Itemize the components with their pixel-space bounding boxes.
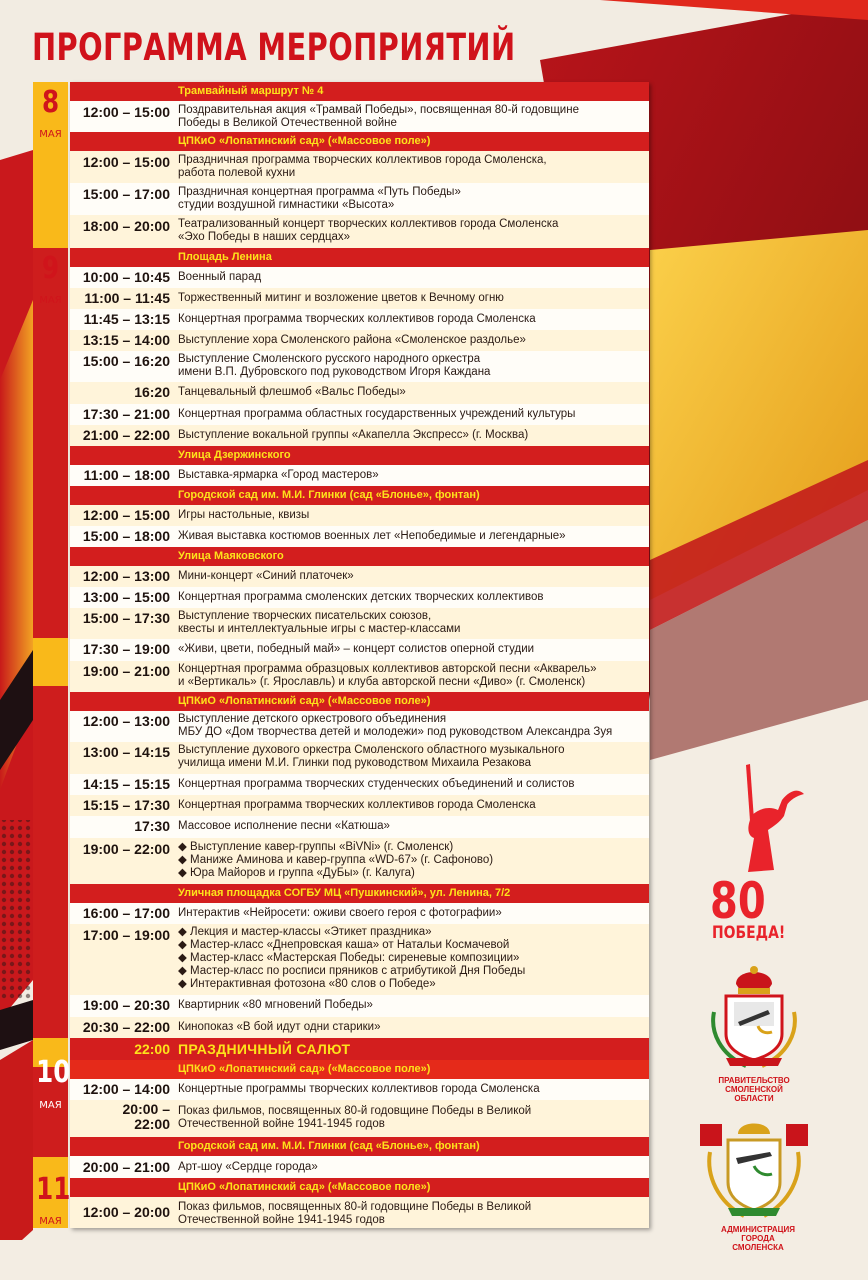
event-line: Концертная программа творческих коллективов города Смоленска: [178, 313, 536, 325]
event-time: 12:00 – 15:00: [82, 507, 170, 523]
event-row: [70, 995, 649, 1017]
fireworks-label: ПРАЗДНИЧНЫЙ САЛЮТ: [178, 1041, 351, 1057]
event-text: [178, 1105, 646, 1131]
emblem-line: ОБЛАСТИ: [734, 1094, 774, 1103]
event-row: [70, 101, 649, 132]
venue-header: Улица Маяковского: [70, 547, 649, 566]
event-row: [70, 526, 649, 547]
event-line: Концертная программа творческих студенческих объединений и солистов: [178, 778, 575, 790]
event-row: [70, 330, 649, 351]
event-time: 16:20: [134, 384, 170, 400]
event-time: 15:00 – 17:00: [82, 186, 170, 202]
date-day: 9: [41, 251, 60, 286]
event-row: [70, 151, 649, 183]
event-text: [178, 429, 646, 442]
event-line: Военный парад: [178, 271, 262, 283]
event-row: [70, 183, 649, 215]
event-text: [178, 271, 646, 284]
event-line: Показ фильмов, посвященных 80-й годовщине Победы в Великой: [178, 1201, 532, 1213]
emblem-line: ПРАВИТЕЛЬСТВО: [718, 1076, 790, 1085]
event-line: Мини-концерт «Синий платочек»: [178, 570, 354, 582]
event-time: 20:00 – 21:00: [82, 1159, 170, 1175]
logo-pobeda: ПОБЕДА!: [712, 923, 786, 943]
event-time: 11:00 – 18:00: [83, 467, 170, 483]
event-time: 11:00 – 11:45: [84, 290, 170, 306]
event-line: училища имени М.И. Глинки под руководством Михаила Резакова: [178, 757, 532, 769]
event-line: Концертная программа образцовых коллективов авторской песни «Акварель»: [178, 663, 597, 675]
event-line: Праздничная концертная программа «Путь Победы»: [178, 186, 461, 198]
event-time: 12:00 – 14:00: [82, 1081, 170, 1097]
event-row: [70, 924, 649, 995]
event-text: [178, 1161, 646, 1174]
event-time: 13:00 – 14:15: [82, 744, 170, 760]
event-row: [70, 838, 649, 884]
event-row: [70, 351, 649, 382]
event-time: 18:00 – 20:00: [82, 218, 170, 234]
event-line: Выступление хора Смоленского района «Смоленское раздолье»: [178, 334, 526, 346]
event-text: [178, 408, 646, 421]
event-line: ◆ Мастер-класс «Мастерская Победы: сиреневые композиции»: [178, 952, 520, 964]
event-line: Живая выставка костюмов военных лет «Непобедимые и легендарные»: [178, 530, 566, 542]
event-line: ◆ Юра Майоров и группа «ДуБы» (г. Калуга): [178, 867, 415, 879]
event-time: 17:30: [134, 818, 170, 834]
region-government-label: [694, 1076, 814, 1103]
event-row: [70, 742, 649, 774]
event-text: [178, 926, 646, 991]
event-text: [178, 1201, 646, 1227]
date-band: [33, 686, 68, 1038]
event-line: Победы в Великой Отечественной войне: [178, 117, 397, 129]
logo-80: 80: [710, 872, 766, 930]
event-time: 12:00 – 20:00: [82, 1204, 170, 1220]
event-text: [178, 643, 646, 656]
fireworks-time: 22:00: [134, 1041, 170, 1057]
event-line: ◆ Интерактивная фотозона «80 слов о Победе»: [178, 978, 436, 990]
event-text: [178, 570, 646, 583]
event-text: [178, 799, 646, 812]
event-line: Выступление творческих писательских союзов,: [178, 610, 432, 622]
smolensk-city-coat-of-arms-icon: [698, 1118, 810, 1224]
event-row: [70, 711, 649, 742]
event-text: [178, 591, 646, 604]
event-text: [178, 907, 646, 920]
event-text: [178, 1083, 646, 1096]
venue-header: Уличная площадка СОГБУ МЦ «Пушкинский», ул. Ленина, 7/2: [70, 884, 649, 903]
emblem-line: СМОЛЕНСКОЙ: [725, 1085, 783, 1094]
event-row: [70, 795, 649, 816]
event-time: 12:00 – 13:00: [82, 713, 170, 729]
event-row: [70, 1100, 649, 1137]
event-text: [178, 713, 646, 739]
event-line: Показ фильмов, посвященных 80-й годовщине Победы в Великой: [178, 1105, 532, 1117]
event-row: [70, 288, 649, 309]
date-band: [33, 248, 68, 638]
event-row: [70, 404, 649, 425]
event-time: 17:00 – 19:00: [82, 927, 170, 943]
event-time: 13:00 – 15:00: [82, 589, 170, 605]
venue-header: Площадь Ленина: [70, 248, 649, 267]
event-row: [70, 382, 649, 404]
date-day: 8: [41, 85, 60, 120]
venue-header: ЦПКиО «Лопатинский сад» («Массовое поле»): [70, 692, 649, 711]
event-row: [70, 587, 649, 608]
event-row: [70, 309, 649, 330]
event-line: ◆ Выступление кавер-группы «BiVNi» (г. Смоленск): [178, 841, 454, 853]
event-line: ◆ Лекция и мастер-классы «Этикет праздника»: [178, 926, 432, 938]
venue-header: ЦПКиО «Лопатинский сад» («Массовое поле»): [70, 1060, 649, 1079]
emblem-line: ГОРОДА: [741, 1234, 775, 1243]
event-row: [70, 816, 649, 838]
event-line: Танцевальный флешмоб «Вальс Победы»: [178, 386, 406, 398]
event-line: Выступление Смоленского русского народного оркестра: [178, 353, 481, 365]
date-month: МАЯ: [39, 129, 62, 140]
date-day: 11: [36, 1172, 71, 1207]
event-row: [70, 774, 649, 795]
event-line: Концертные программы творческих коллективов города Смоленска: [178, 1083, 540, 1095]
emblem-line: СМОЛЕНСКА: [732, 1243, 784, 1252]
event-time: 19:00 – 20:30: [82, 997, 170, 1013]
event-line: Выставка-ярмарка «Город мастеров»: [178, 469, 379, 481]
date-column: [33, 82, 71, 1228]
event-line: Концертная программа областных государственных учреждений культуры: [178, 408, 576, 420]
event-line: «Эхо Победы в наших сердцах»: [178, 231, 351, 243]
event-line: Торжественный митинг и возложение цветов к Вечному огню: [178, 292, 504, 304]
event-text: [178, 530, 646, 543]
event-text: [178, 509, 646, 522]
event-line: Отечественной войне 1941-1945 годов: [178, 1118, 385, 1130]
event-time: 12:00 – 15:00: [82, 104, 170, 120]
event-row: [70, 505, 649, 526]
event-line: Кинопоказ «В бой идут одни старики»: [178, 1021, 381, 1033]
event-text: [178, 469, 646, 482]
event-line: Выступление детского оркестрового объединения: [178, 713, 447, 725]
venue-header: ЦПКиО «Лопатинский сад» («Массовое поле»): [70, 1178, 649, 1197]
event-line: Концертная программа смоленских детских творческих коллективов: [178, 591, 544, 603]
event-text: [178, 186, 646, 212]
event-row: [70, 1079, 649, 1100]
event-line: Выступление вокальной группы «Акапелла Экспресс» (г. Москва): [178, 429, 529, 441]
emblem-line: АДМИНИСТРАЦИЯ: [721, 1225, 795, 1234]
city-administration-label: [698, 1225, 818, 1252]
event-time: 19:00 – 22:00: [82, 841, 170, 857]
event-row: [70, 661, 649, 692]
event-text: [178, 386, 646, 399]
event-line: и «Вертикаль» (г. Ярославль) и клуба авторской песни «Диво» (г. Смоленск): [178, 676, 586, 688]
event-time: 13:15 – 14:00: [82, 332, 170, 348]
event-row: [70, 1156, 649, 1178]
event-text: [178, 663, 646, 689]
event-time: 12:00 – 15:00: [82, 154, 170, 170]
fireworks-banner: [70, 1038, 649, 1060]
event-row: [70, 267, 649, 288]
event-time: 12:00 – 13:00: [82, 568, 170, 584]
event-text: [178, 841, 646, 880]
venue-header: Городской сад им. М.И. Глинки (сад «Блонье», фонтан): [70, 1137, 649, 1156]
event-time: 17:30 – 19:00: [82, 641, 170, 657]
event-time: 19:00 – 21:00: [82, 663, 170, 679]
event-text: [178, 334, 646, 347]
event-time: 20:30 – 22:00: [82, 1019, 170, 1035]
event-row: [70, 215, 649, 248]
event-line: Театрализованный концерт творческих коллективов города Смоленска: [178, 218, 559, 230]
event-line: работа полевой кухни: [178, 167, 296, 179]
date-day: 10: [36, 1055, 71, 1090]
event-text: [178, 292, 646, 305]
event-line: Игры настольные, квизы: [178, 509, 310, 521]
event-line: Выступление духового оркестра Смоленского областного музыкального: [178, 744, 565, 756]
event-line: «Живи, цвети, победный май» – концерт солистов оперной студии: [178, 643, 535, 655]
event-text: [178, 778, 646, 791]
event-text: [178, 999, 646, 1012]
event-time: 16:00 – 17:00: [82, 905, 170, 921]
event-text: [178, 218, 646, 244]
event-row: [70, 465, 649, 486]
date-month: МАЯ: [39, 1216, 62, 1227]
venue-header: Улица Дзержинского: [70, 446, 649, 465]
page-title: ПРОГРАММА МЕРОПРИЯТИЙ: [32, 26, 516, 69]
event-line: Массовое исполнение песни «Катюша»: [178, 820, 390, 832]
event-line: ◆ Мастер-класс по росписи пряников с атрибутикой Дня Победы: [178, 965, 526, 977]
date-month: МАЯ: [39, 1100, 62, 1111]
event-text: [178, 1021, 646, 1034]
event-time: 20:00 – 22:00: [122, 1101, 170, 1132]
event-time: 15:15 – 17:30: [82, 797, 170, 813]
event-line: Арт-шоу «Сердце города»: [178, 1161, 318, 1173]
event-time: 10:00 – 10:45: [82, 269, 170, 285]
venue-header: Трамвайный маршрут № 4: [70, 82, 649, 101]
event-line: имени В.П. Дубровского под руководством Игоря Каждана: [178, 366, 491, 378]
event-row: [70, 1017, 649, 1038]
event-line: студии воздушной гимнастики «Высота»: [178, 199, 395, 211]
event-time: 21:00 – 22:00: [82, 427, 170, 443]
event-line: Поздравительная акция «Трамвай Победы», посвященная 80-й годовщине: [178, 104, 579, 116]
event-text: [178, 744, 646, 770]
event-time: 14:15 – 15:15: [82, 776, 170, 792]
venue-header: ЦПКиО «Лопатинский сад» («Массовое поле»): [70, 132, 649, 151]
event-line: Отечественной войне 1941-1945 годов: [178, 1214, 385, 1226]
event-row: [70, 639, 649, 661]
event-line: Концертная программа творческих коллективов города Смоленска: [178, 799, 536, 811]
event-line: МБУ ДО «Дом творчества детей и молодежи» под руководством Александра Зуя: [178, 726, 613, 738]
event-row: [70, 608, 649, 639]
event-time: 15:00 – 17:30: [82, 610, 170, 626]
event-line: Праздничная программа творческих коллективов города Смоленска,: [178, 154, 547, 166]
event-time: 11:45 – 13:15: [83, 311, 170, 327]
event-text: [178, 820, 646, 833]
event-row: [70, 1197, 649, 1228]
event-time: 15:00 – 18:00: [82, 528, 170, 544]
venue-header: Городской сад им. М.И. Глинки (сад «Блонье», фонтан): [70, 486, 649, 505]
event-line: квесты и интеллектуальные игры с мастер-классами: [178, 623, 461, 635]
event-time: 15:00 – 16:20: [82, 353, 170, 369]
event-time: 17:30 – 21:00: [82, 406, 170, 422]
smolensk-region-coat-of-arms-icon: [706, 962, 802, 1072]
event-text: [178, 154, 646, 180]
event-text: [178, 313, 646, 326]
event-row: [70, 566, 649, 587]
event-text: [178, 104, 646, 130]
event-text: [178, 610, 646, 636]
event-row: [70, 903, 649, 924]
event-line: Квартирник «80 мгновений Победы»: [178, 999, 373, 1011]
event-row: [70, 425, 649, 446]
event-line: Интерактив «Нейросети: оживи своего героя с фотографии»: [178, 907, 502, 919]
event-line: ◆ Маниже Аминова и кавер-группа «WD-67» (г. Сафоново): [178, 854, 494, 866]
schedule-table: [70, 82, 649, 1228]
event-line: ◆ Мастер-класс «Днепровская каша» от Натальи Космачевой: [178, 939, 510, 951]
date-month: МАЯ: [39, 295, 62, 306]
event-text: [178, 353, 646, 379]
